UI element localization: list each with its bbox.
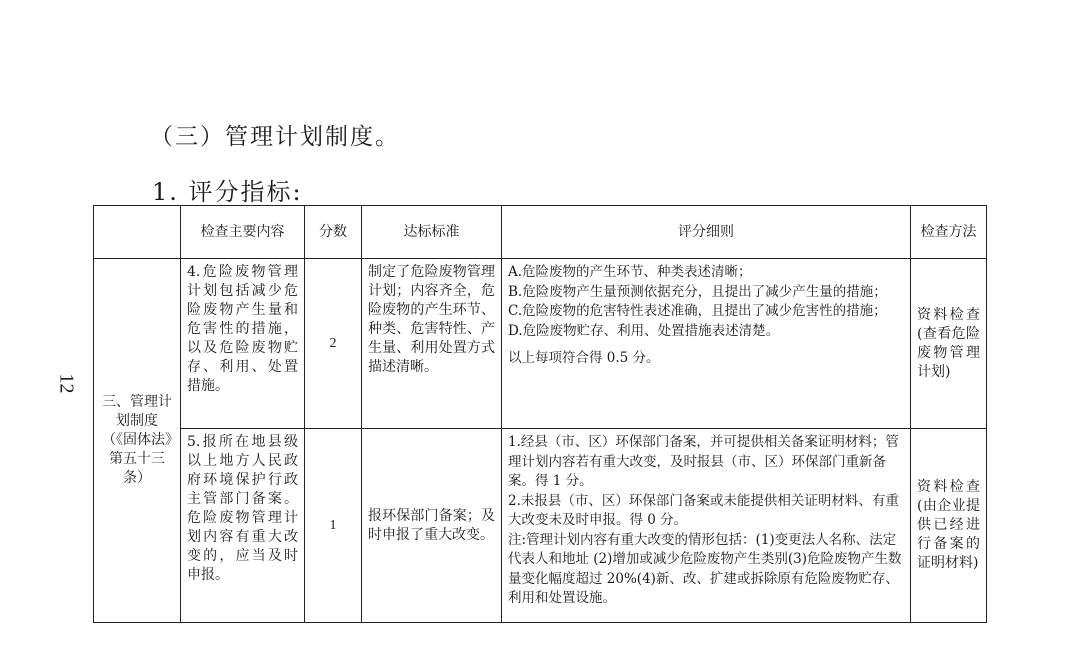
- detail-item: 注:管理计划内容有重大改变的情形包括：(1)变更法人名称、法定代表人和地址 (2)增加或减少危险废物产生类别(3)危险废物产生数量变化幅度超过 20%(4)新、改、扩建或拆除原有危险废物贮存、利用和处置设施。: [508, 531, 902, 606]
- content-cell: 5.报所在地县级以上地方人民政府环境保护行政主管部门备案。危险废物管理计划内容有重大改变的，应当及时申报。: [181, 429, 305, 623]
- details-cell: [502, 259, 911, 429]
- header-details: 评分细则: [502, 206, 911, 259]
- table-row: [94, 259, 987, 429]
- score-cell: 2: [305, 259, 362, 429]
- page-number: 12: [55, 373, 78, 394]
- detail-item: D.危险废物贮存、利用、处置措施表述清楚。: [508, 322, 780, 339]
- header-score: 分数: [305, 206, 362, 259]
- detail-item: A.危险废物的产生环节、种类表述清晰；: [508, 264, 752, 280]
- scoring-table: [93, 205, 987, 623]
- content-cell: 4.危险废物管理计划包括减少危险废物产生量和危害性的措施，以及危险废物贮存、利用、处置措施。: [181, 259, 305, 429]
- table-header-row: [94, 206, 987, 259]
- header-category: [94, 206, 181, 259]
- category-cell: 三、管理计划制度（《固体法》第五十三条）: [94, 259, 181, 623]
- table-row: [94, 429, 987, 623]
- score-cell: 1: [305, 429, 362, 623]
- standard-cell: 报环保部门备案；及时申报了重大改变。: [362, 429, 502, 623]
- method-cell: 资料检查(查看危险废物管理计划): [911, 259, 987, 429]
- detail-item: C.危险废物的危害特性表述准确，且提出了减少危害性的措施；: [508, 303, 887, 319]
- subsection-heading: 1. 评分指标:: [152, 178, 303, 206]
- standard-cell: 制定了危险废物管理计划；内容齐全，危险废物的产生环节、种类、危害特性、产生量、利用处置方式描述清晰。: [362, 259, 502, 429]
- method-cell: 资料检查(由企业提供已经进行备案的证明材料): [911, 429, 987, 623]
- header-content: 检查主要内容: [181, 206, 305, 259]
- detail-item: B.危险废物产生量预测依据充分，且提出了减少产生量的措施；: [508, 283, 887, 300]
- detail-note: 以上每项符合得 0.5 分。: [508, 350, 660, 366]
- detail-item: 2.未报县（市、区）环保部门备案或未能提供相关证明材料、有重大改变未及时申报。得 0 分。: [508, 492, 899, 528]
- detail-item: 1.经县（市、区）环保部门备案，并可提供相关备案证明材料；管理计划内容若有重大改变，及时报县（市、区）环保部门重新备案。得 1 分。: [508, 434, 899, 489]
- header-standard: 达标标准: [362, 206, 502, 259]
- header-method: 检查方法: [911, 206, 987, 259]
- details-cell: [502, 429, 911, 623]
- section-heading: （三）管理计划制度。: [150, 124, 400, 150]
